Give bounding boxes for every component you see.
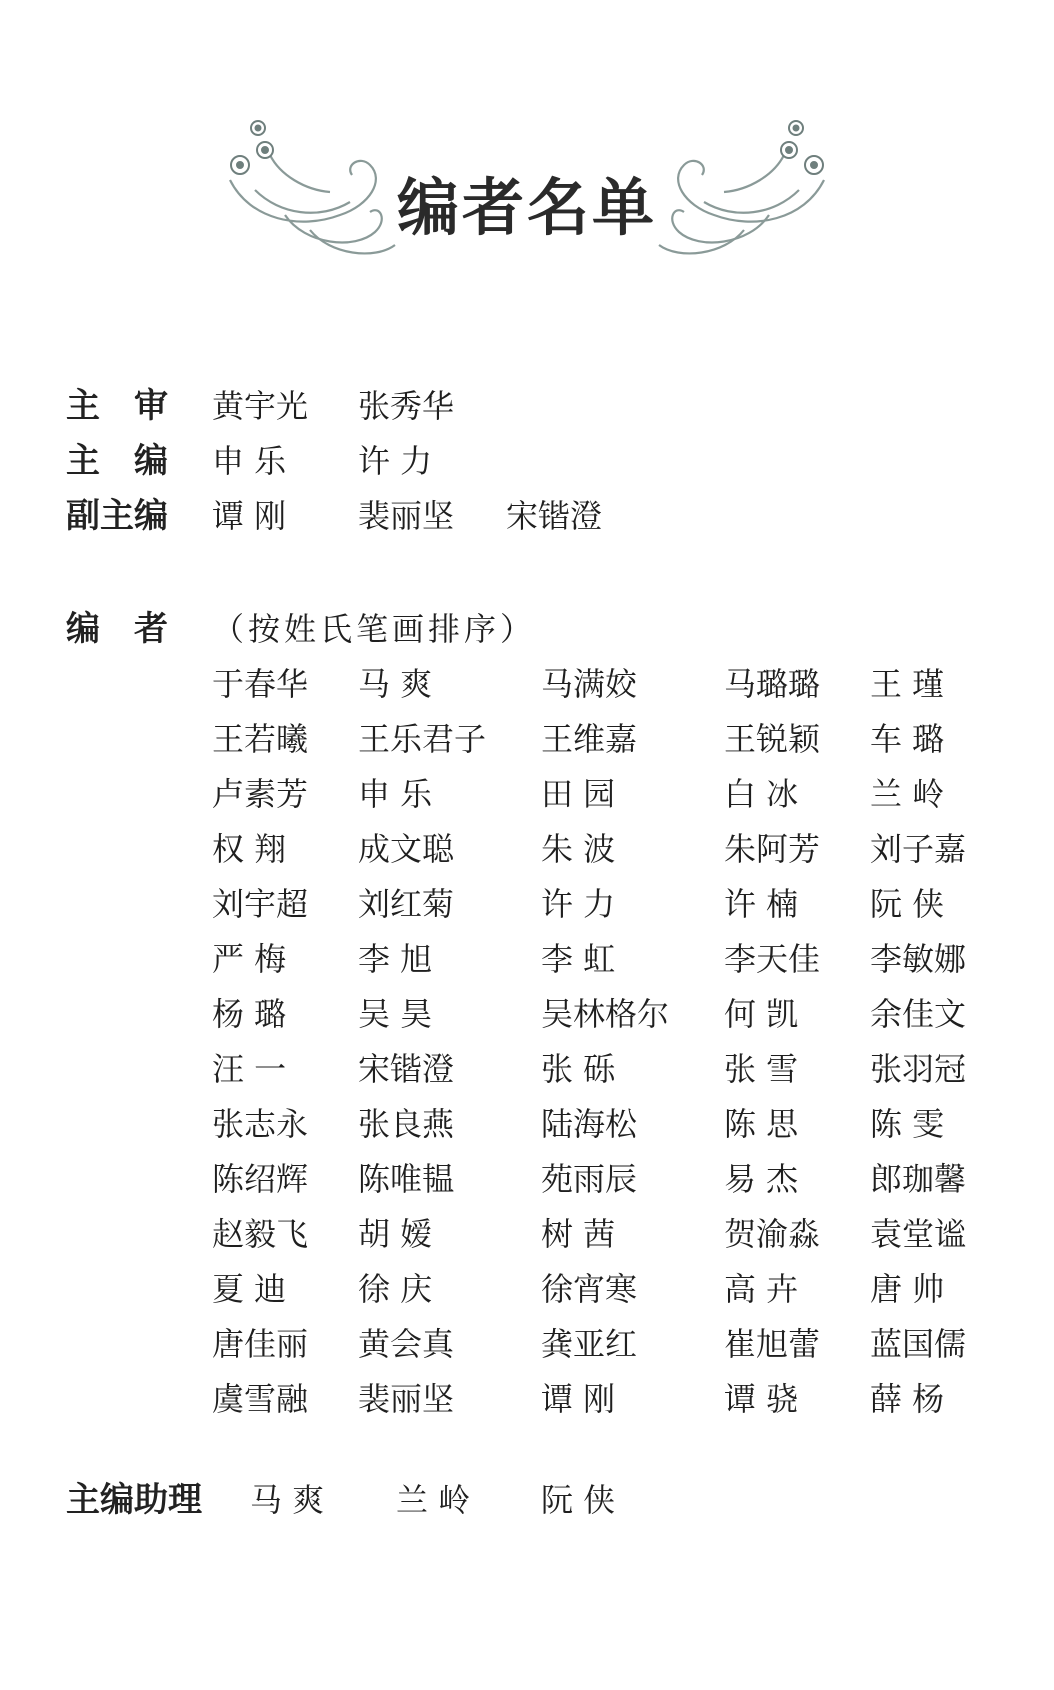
editor-name: 刘宇超 — [212, 885, 309, 923]
editor-name: 赵毅飞 — [212, 1215, 309, 1253]
editor-name: 卢素芳 — [212, 775, 309, 813]
editor-name: 龚亚红 — [541, 1325, 638, 1363]
editor-name: 薛 杨 — [870, 1380, 945, 1418]
chief-reviewer-label: 主审 — [66, 386, 202, 426]
editor-name: 徐 庆 — [358, 1270, 433, 1308]
editor-name: 马 爽 — [358, 665, 433, 703]
editor-name: 李敏娜 — [870, 940, 967, 978]
floral-ornament-right-icon — [644, 120, 844, 260]
editor-name: 宋锴澄 — [358, 1050, 455, 1088]
editor-name: 夏 迪 — [212, 1270, 287, 1308]
editor-name: 严 梅 — [212, 940, 287, 978]
title-banner — [0, 120, 1054, 260]
editors-label: 编者 — [66, 609, 202, 649]
assistants-label: 主编助理 — [66, 1480, 202, 1520]
editor-name: 于春华 — [212, 665, 309, 703]
editor-name: 蓝国儒 — [870, 1325, 967, 1363]
editor-name: 陈唯韫 — [358, 1160, 455, 1198]
editor-name: 何 凯 — [724, 995, 799, 1033]
editor-name: 贺渝淼 — [724, 1215, 821, 1253]
chief-editor-name: 申 乐 — [212, 442, 287, 480]
editor-name: 李 虹 — [541, 940, 616, 978]
chief-editor-label: 主编 — [66, 441, 202, 481]
editor-name: 裴丽坚 — [358, 1380, 455, 1418]
editor-name: 陆海松 — [541, 1105, 638, 1143]
editor-name: 白 冰 — [724, 775, 799, 813]
editor-name: 许 楠 — [724, 885, 799, 923]
editor-name: 袁堂谧 — [870, 1215, 967, 1253]
deputy-chief-editor-name: 宋锴澄 — [506, 497, 603, 535]
editor-name: 崔旭蕾 — [724, 1325, 821, 1363]
editor-name: 余佳文 — [870, 995, 967, 1033]
editor-name: 马满姣 — [541, 665, 638, 703]
editor-name: 徐宵寒 — [541, 1270, 638, 1308]
editor-name: 唐佳丽 — [212, 1325, 309, 1363]
editor-name: 成文聪 — [358, 830, 455, 868]
editor-name: 汪 一 — [212, 1050, 287, 1088]
editor-name: 陈绍辉 — [212, 1160, 309, 1198]
editor-name: 树 茜 — [541, 1215, 616, 1253]
editor-name: 张良燕 — [358, 1105, 455, 1143]
editor-name: 苑雨辰 — [541, 1160, 638, 1198]
editor-name: 易 杰 — [724, 1160, 799, 1198]
editor-name: 李 旭 — [358, 940, 433, 978]
editor-name: 吴林格尔 — [541, 995, 670, 1033]
editor-name: 王锐颖 — [724, 720, 821, 758]
editor-name: 张志永 — [212, 1105, 309, 1143]
editor-name: 王 瑾 — [870, 665, 945, 703]
editor-name: 胡 嫒 — [358, 1215, 433, 1253]
page-title: 编者名单 — [396, 171, 657, 244]
editor-name: 朱阿芳 — [724, 830, 821, 868]
editor-name: 刘子嘉 — [870, 830, 967, 868]
editor-name: 高 卉 — [724, 1270, 799, 1308]
editor-name: 李天佳 — [724, 940, 821, 978]
editor-name: 申 乐 — [358, 775, 433, 813]
assistant-name: 阮 侠 — [541, 1481, 616, 1519]
chief-editor-name: 许 力 — [358, 442, 433, 480]
editor-name: 张 砾 — [541, 1050, 616, 1088]
editor-name: 虞雪融 — [212, 1380, 309, 1418]
deputy-chief-editor-label: 副主编 — [66, 496, 168, 536]
editor-name: 兰 岭 — [870, 775, 945, 813]
editor-name: 陈 思 — [724, 1105, 799, 1143]
editor-name: 陈 雯 — [870, 1105, 945, 1143]
editor-name: 马璐璐 — [724, 665, 821, 703]
deputy-chief-editor-name: 裴丽坚 — [358, 497, 455, 535]
editor-name: 朱 波 — [541, 830, 616, 868]
editor-name: 谭 刚 — [541, 1380, 616, 1418]
assistant-name: 兰 岭 — [396, 1481, 471, 1519]
editor-name: 郎珈馨 — [870, 1160, 967, 1198]
editor-name: 王若曦 — [212, 720, 309, 758]
editor-name: 张羽冠 — [870, 1050, 967, 1088]
editor-name: 权 翔 — [212, 830, 287, 868]
chief-reviewer-name: 张秀华 — [358, 387, 455, 425]
editor-name: 张 雪 — [724, 1050, 799, 1088]
editor-name: 吴 昊 — [358, 995, 433, 1033]
editor-name: 黄会真 — [358, 1325, 455, 1363]
editor-name: 杨 璐 — [212, 995, 287, 1033]
editor-name: 车 璐 — [870, 720, 945, 758]
editor-name: 王乐君子 — [358, 720, 487, 758]
deputy-chief-editor-name: 谭 刚 — [212, 497, 287, 535]
editor-name: 唐 帅 — [870, 1270, 945, 1308]
editor-name: 田 园 — [541, 775, 616, 813]
editor-name: 阮 侠 — [870, 885, 945, 923]
editor-name: 王维嘉 — [541, 720, 638, 758]
chief-reviewer-name: 黄宇光 — [212, 387, 309, 425]
assistant-name: 马 爽 — [250, 1481, 325, 1519]
editor-name: 刘红菊 — [358, 885, 455, 923]
sort-note: （按姓氏笔画排序） — [212, 610, 537, 648]
editor-name: 谭 骁 — [724, 1380, 799, 1418]
editor-name: 许 力 — [541, 885, 616, 923]
